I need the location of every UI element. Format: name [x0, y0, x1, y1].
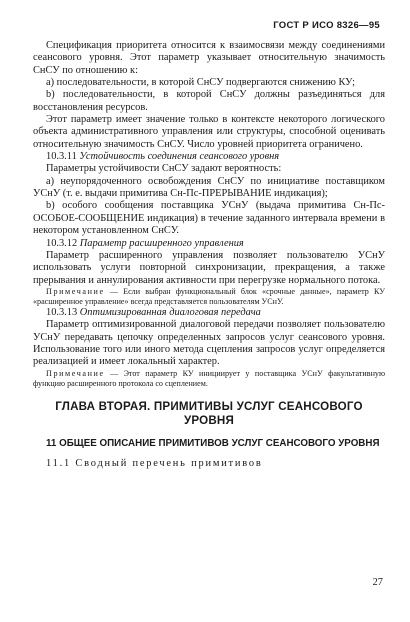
note-label: Примечание: [46, 368, 105, 378]
chapter-heading-line-2: УРОВНЯ: [183, 414, 235, 428]
paragraph-optimized-dialogue: Параметр оптимизированной диалоговой передачи позволяет пользователю УСнУ передавать цепочку определенных запросов услуг сеансового уровня. Использование того или иного метода сцепления запросов услуг определяется реализацией и имеет локальный характер.: [33, 319, 385, 368]
section-number: 11.1: [46, 457, 71, 469]
page-content: [33, 40, 385, 470]
paragraph-extended-control: Параметр расширенного управления позволяет пользователю УСнУ использовать услуги повторной синхронизации, прекращения, а также прерывания и аннулирования активности при перегрузке нормального потока.: [33, 249, 385, 286]
section-heading-10-3-11: [33, 151, 385, 163]
section-number: 10.3.11: [46, 151, 77, 163]
note-label: Примечание: [46, 286, 105, 296]
section-title: Устойчивость соединения сеансового уровня: [79, 151, 280, 163]
paragraph-priority: Спецификация приоритета относится к взаимосвязи между соединениями сеансового уровня. Этот параметр указывает относительную значимость СнСУ по отношению к:: [33, 40, 385, 76]
chapter-heading-line-1: ГЛАВА ВТОРАЯ. ПРИМИТИВЫ УСЛУГ СЕАНСОВОГО: [55, 399, 363, 413]
paragraph-resilience: Параметры устойчивости СнСУ задают вероятность:: [46, 163, 282, 175]
list-item-a: а) неупорядоченного освобождения СнСУ по инициативе поставщиком УСнУ (т. е. выдачи примитива Сн-Пс-ПРЕРЫВАНИЕ индикация);: [33, 175, 385, 200]
list-item-b: b) особого сообщения поставщика УСнУ (выдача примитива Сн-Пс-ОСОБОЕ-СООБЩЕНИЕ индикация) в течение заданного интервала времени в некотором установленном СнСУ.: [33, 200, 385, 237]
list-item-a: а) последовательности, в которой СнСУ подвергаются снижению КУ;: [46, 77, 356, 89]
section-heading-11-1: [46, 458, 385, 470]
section-number: 10.3.13: [46, 306, 78, 318]
note-1: [33, 287, 385, 307]
page-number: 27: [372, 577, 383, 588]
paragraph-priority-context: Этот параметр имеет значение только в контексте некоторого логического объекта административного управления или структуры, способной оценивать относительную значимость СнСУ. Число уровней приоритета ограничено.: [33, 114, 385, 150]
note-text: — Если выбран функциональный блок «срочные данные», параметр КУ «расширенное управление» всегда представляется пользователям УСнУ.: [33, 286, 385, 306]
note-2: [33, 369, 385, 389]
standard-header: ГОСТ Р ИСО 8326—95: [273, 20, 380, 31]
list-item-b: b) последовательности, в которой СнСУ должны разъединяться для восстановления ресурсов.: [33, 89, 385, 113]
section-heading-11: 11 ОБЩЕЕ ОПИСАНИЕ ПРИМИТИВОВ УСЛУГ СЕАНСОВОГО УРОВНЯ: [46, 437, 380, 449]
section-heading-10-3-12: [33, 238, 385, 250]
section-title: Оптимизированная диалоговая передача: [79, 306, 261, 318]
note-text: — Этот параметр КУ инициирует у поставщика УСнУ факультативную функцию расширенного протокола со сцеплением.: [33, 368, 385, 388]
section-title: Параметр расширенного управления: [79, 237, 244, 249]
chapter-heading: [33, 400, 385, 429]
section-number: 10.3.12: [46, 237, 78, 249]
section-heading-10-3-13: [33, 307, 385, 319]
section-title: Сводный перечень примитивов: [75, 457, 263, 469]
